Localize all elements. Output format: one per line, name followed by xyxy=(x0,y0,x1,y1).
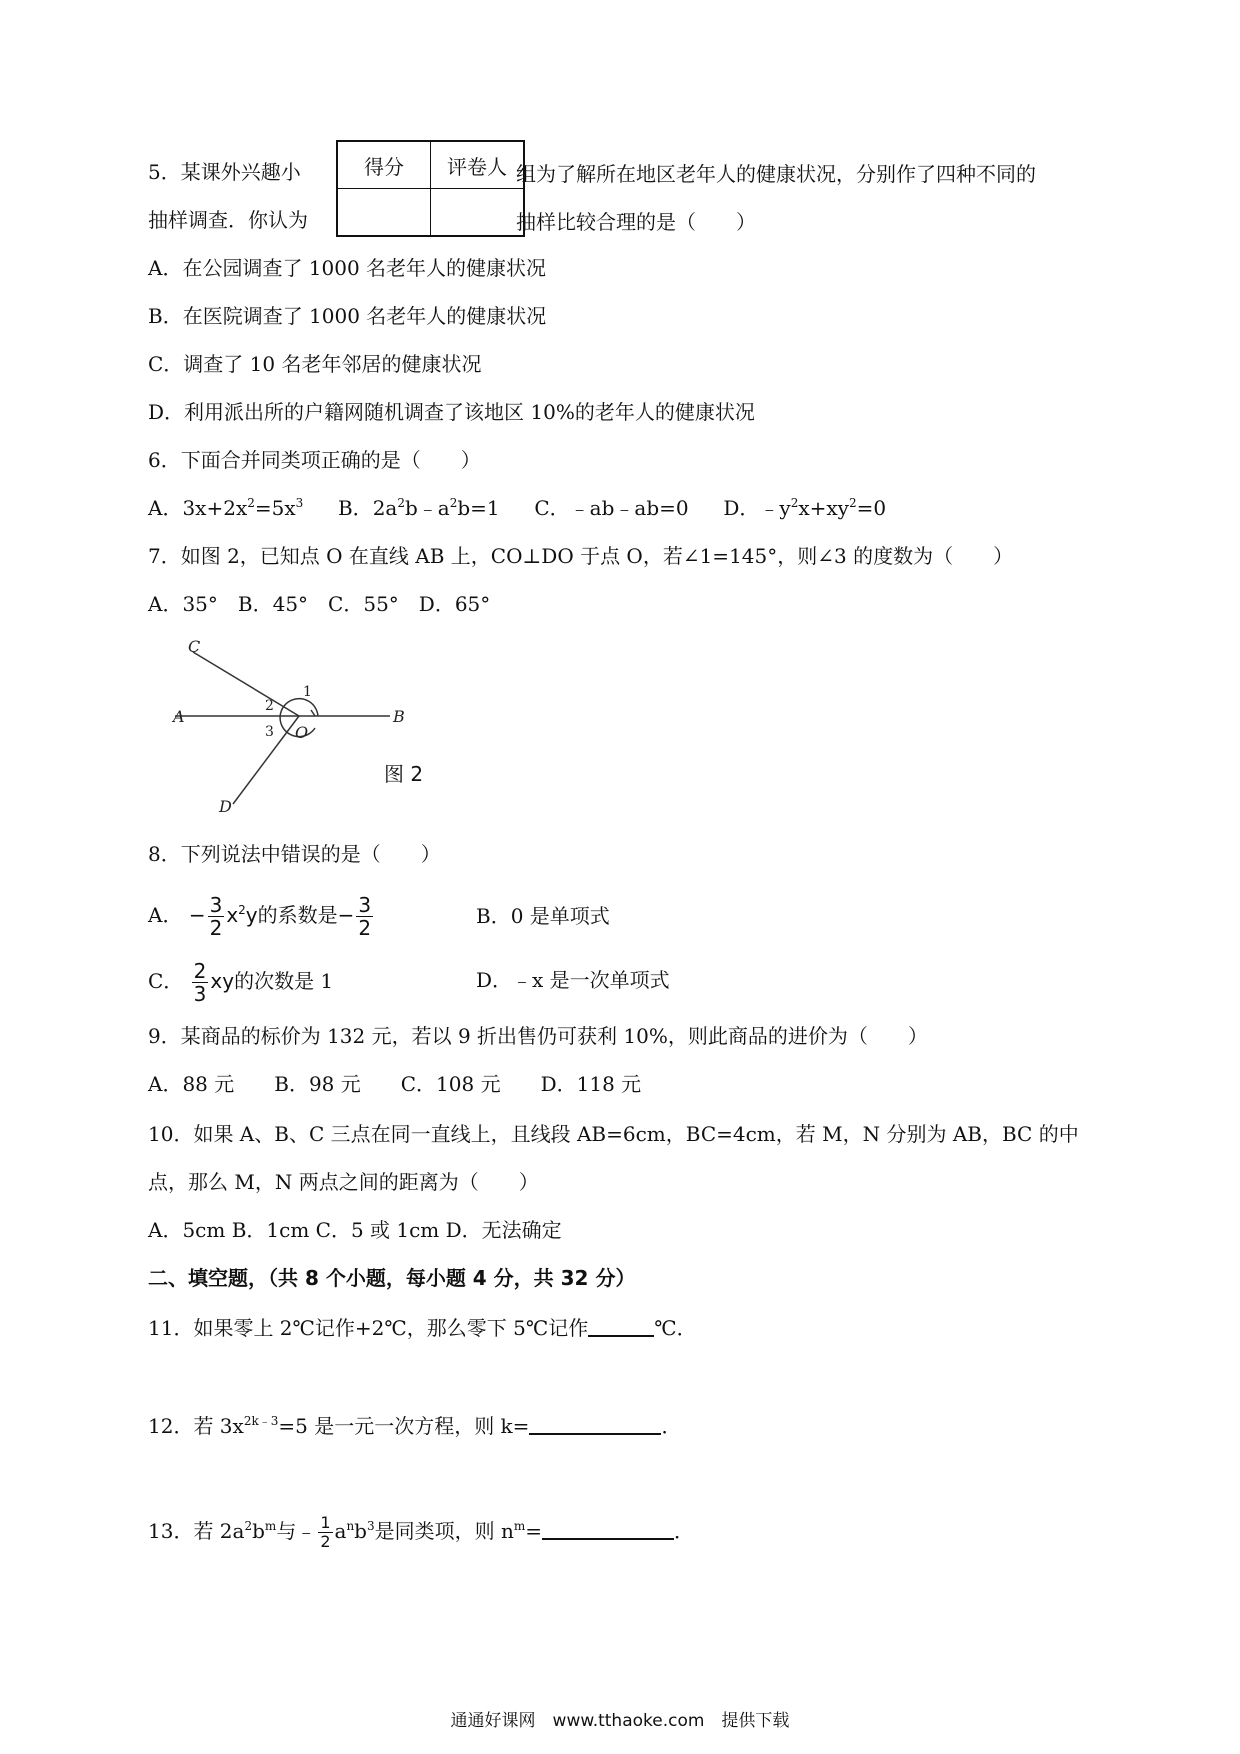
grader-cell xyxy=(431,189,525,237)
score-header: 得分 xyxy=(337,141,431,189)
q7-figure xyxy=(165,640,445,820)
q13-sup-2: 2 xyxy=(244,1519,253,1533)
q8-opt-a-text: 的系数是 xyxy=(257,903,338,927)
q5-prefix: 5．某课外兴趣小 xyxy=(148,160,301,184)
q13-eq: = xyxy=(525,1519,543,1543)
q6-opt-b-expr: $2a^2b﹣a^2b=1$ xyxy=(372,496,500,520)
q13-sup-3: 3 xyxy=(366,1519,375,1533)
q6-stem: 6．下面合并同类项正确的是（ ） xyxy=(148,448,481,472)
q8-option-a xyxy=(148,894,375,939)
q8-option-b: B．0 是单项式 xyxy=(476,904,610,928)
q13-blank[interactable] xyxy=(542,1518,674,1540)
q12-exponent: 2k﹣3 xyxy=(243,1414,279,1428)
q6-opt-b-label: B． xyxy=(337,496,373,520)
q12-blank[interactable] xyxy=(529,1413,661,1435)
q6-opt-a-expr: $3x+2x^2=5x^3$ xyxy=(182,496,304,520)
q5-option-a: A．在公园调查了 1000 名老年人的健康状况 xyxy=(148,256,547,280)
q12 xyxy=(148,1412,681,1440)
q8-opt-c-text: 的次数是 1 xyxy=(234,969,334,993)
q13-label: 13．若 2a xyxy=(148,1519,245,1543)
q13-sup-m2: m xyxy=(513,1519,526,1533)
score-table xyxy=(336,140,525,237)
q10-stem-1: 10．如果 A、B、C 三点在同一直线上，且线段 AB=6cm，BC=4cm，若 M，N 分别为 AB，BC 的中 xyxy=(148,1122,1079,1146)
q13-b2: b xyxy=(354,1519,367,1543)
q8-option-d: D．﹣x 是一次单项式 xyxy=(476,968,670,992)
q8-option-c xyxy=(148,960,333,1005)
q9-options: A．88 元 B．98 元 C．108 元 D．118 元 xyxy=(148,1072,642,1096)
q7-options: A．35° B．45° C．55° D．65° xyxy=(148,592,491,616)
q5-line2-suffix: 抽样比较合理的是（ ） xyxy=(516,210,756,234)
label-a: A xyxy=(173,707,185,726)
label-b: B xyxy=(393,707,405,726)
label-c: C xyxy=(188,640,201,656)
q13-end: ． xyxy=(674,1519,695,1543)
q11-blank[interactable] xyxy=(588,1315,654,1337)
q13 xyxy=(148,1514,694,1551)
q12-label: 12．若 3x xyxy=(148,1414,244,1438)
angle-label-2: 2 xyxy=(265,698,274,714)
q6-opt-c: C．﹣ab﹣ab=0 xyxy=(534,496,689,520)
page-footer: 通通好课网 www.tthaoke.com 提供下载 xyxy=(450,1711,790,1731)
q13-and: 与﹣ xyxy=(276,1519,317,1543)
q7-stem: 7．如图 2，已知点 O 在直线 AB 上，CO⊥DO 于点 O，若∠1=145°，则∠3 的度数为（ ） xyxy=(148,544,1014,568)
q6-opt-d-expr: $﹣y^2x+xy^2=0$ xyxy=(759,496,887,520)
label-o: O xyxy=(295,723,309,742)
q5-option-d: D．利用派出所的户籍网随机调查了该地区 10%的老年人的健康状况 xyxy=(148,400,755,424)
section-2-title: 二、填空题，（共 8 个小题，每小题 4 分，共 32 分） xyxy=(148,1266,636,1290)
q10-stem-2: 点，那么 M，N 两点之间的距离为（ ） xyxy=(148,1170,539,1194)
q5-line2-prefix: 抽样调查．你认为 xyxy=(148,208,308,232)
q8-opt-c-expr: $\frac{2}{3}$ xy xyxy=(193,959,235,1006)
q8-opt-a-coef: − $\frac{3}{2}$ xyxy=(337,893,372,940)
q8-opt-a-label: A． xyxy=(148,903,183,927)
angle-label-3: 3 xyxy=(265,724,274,740)
q11-text: 11．如果零上 2℃记作+2℃，那么零下 5℃记作 xyxy=(148,1316,589,1340)
q5-option-c: C．调查了 10 名老年邻居的健康状况 xyxy=(148,352,482,376)
q6-options xyxy=(148,494,886,522)
score-cell xyxy=(337,189,431,237)
q10-options: A．5cm B．1cm C．5 或 1cm D．无法确定 xyxy=(148,1218,562,1242)
q12-text: =5 是一元一次方程，则 k= xyxy=(278,1414,530,1438)
q13-text: 是同类项，则 n xyxy=(374,1519,514,1543)
q13-sup-n: n xyxy=(346,1519,355,1533)
q9-stem: 9．某商品的标价为 132 元，若以 9 折出售仍可获利 10%，则此商品的进价为（ ） xyxy=(148,1024,928,1048)
q6-opt-a-label: A． xyxy=(148,496,183,520)
q13-a: a xyxy=(334,1519,347,1543)
arc-arrow xyxy=(311,710,315,716)
q8-opt-a-expr: − $\frac{3}{2}$ $x^2y$ xyxy=(188,893,258,940)
q8-opt-c-label: C． xyxy=(148,969,184,993)
label-d: D xyxy=(219,797,232,816)
q5-suffix: 组为了解所在地区老年人的健康状况，分别作了四种不同的 xyxy=(516,162,1036,186)
angle-label-1: 1 xyxy=(303,684,312,700)
q11 xyxy=(148,1314,697,1342)
q8-stem: 8．下列说法中错误的是（ ） xyxy=(148,842,441,866)
q13-sup-m: m xyxy=(264,1519,277,1533)
q12-end: ． xyxy=(661,1414,682,1438)
q7-figure-caption: 图 2 xyxy=(384,762,424,786)
q11-unit: ℃． xyxy=(654,1316,697,1340)
q13-fraction: $\frac{1}{2}$ xyxy=(320,1513,331,1551)
grader-header: 评卷人 xyxy=(431,141,525,189)
q6-opt-d-label: D． xyxy=(723,496,760,520)
q13-b: b xyxy=(252,1519,265,1543)
q5-line1 xyxy=(148,158,301,186)
q5-option-b: B．在医院调查了 1000 名老年人的健康状况 xyxy=(148,304,547,328)
